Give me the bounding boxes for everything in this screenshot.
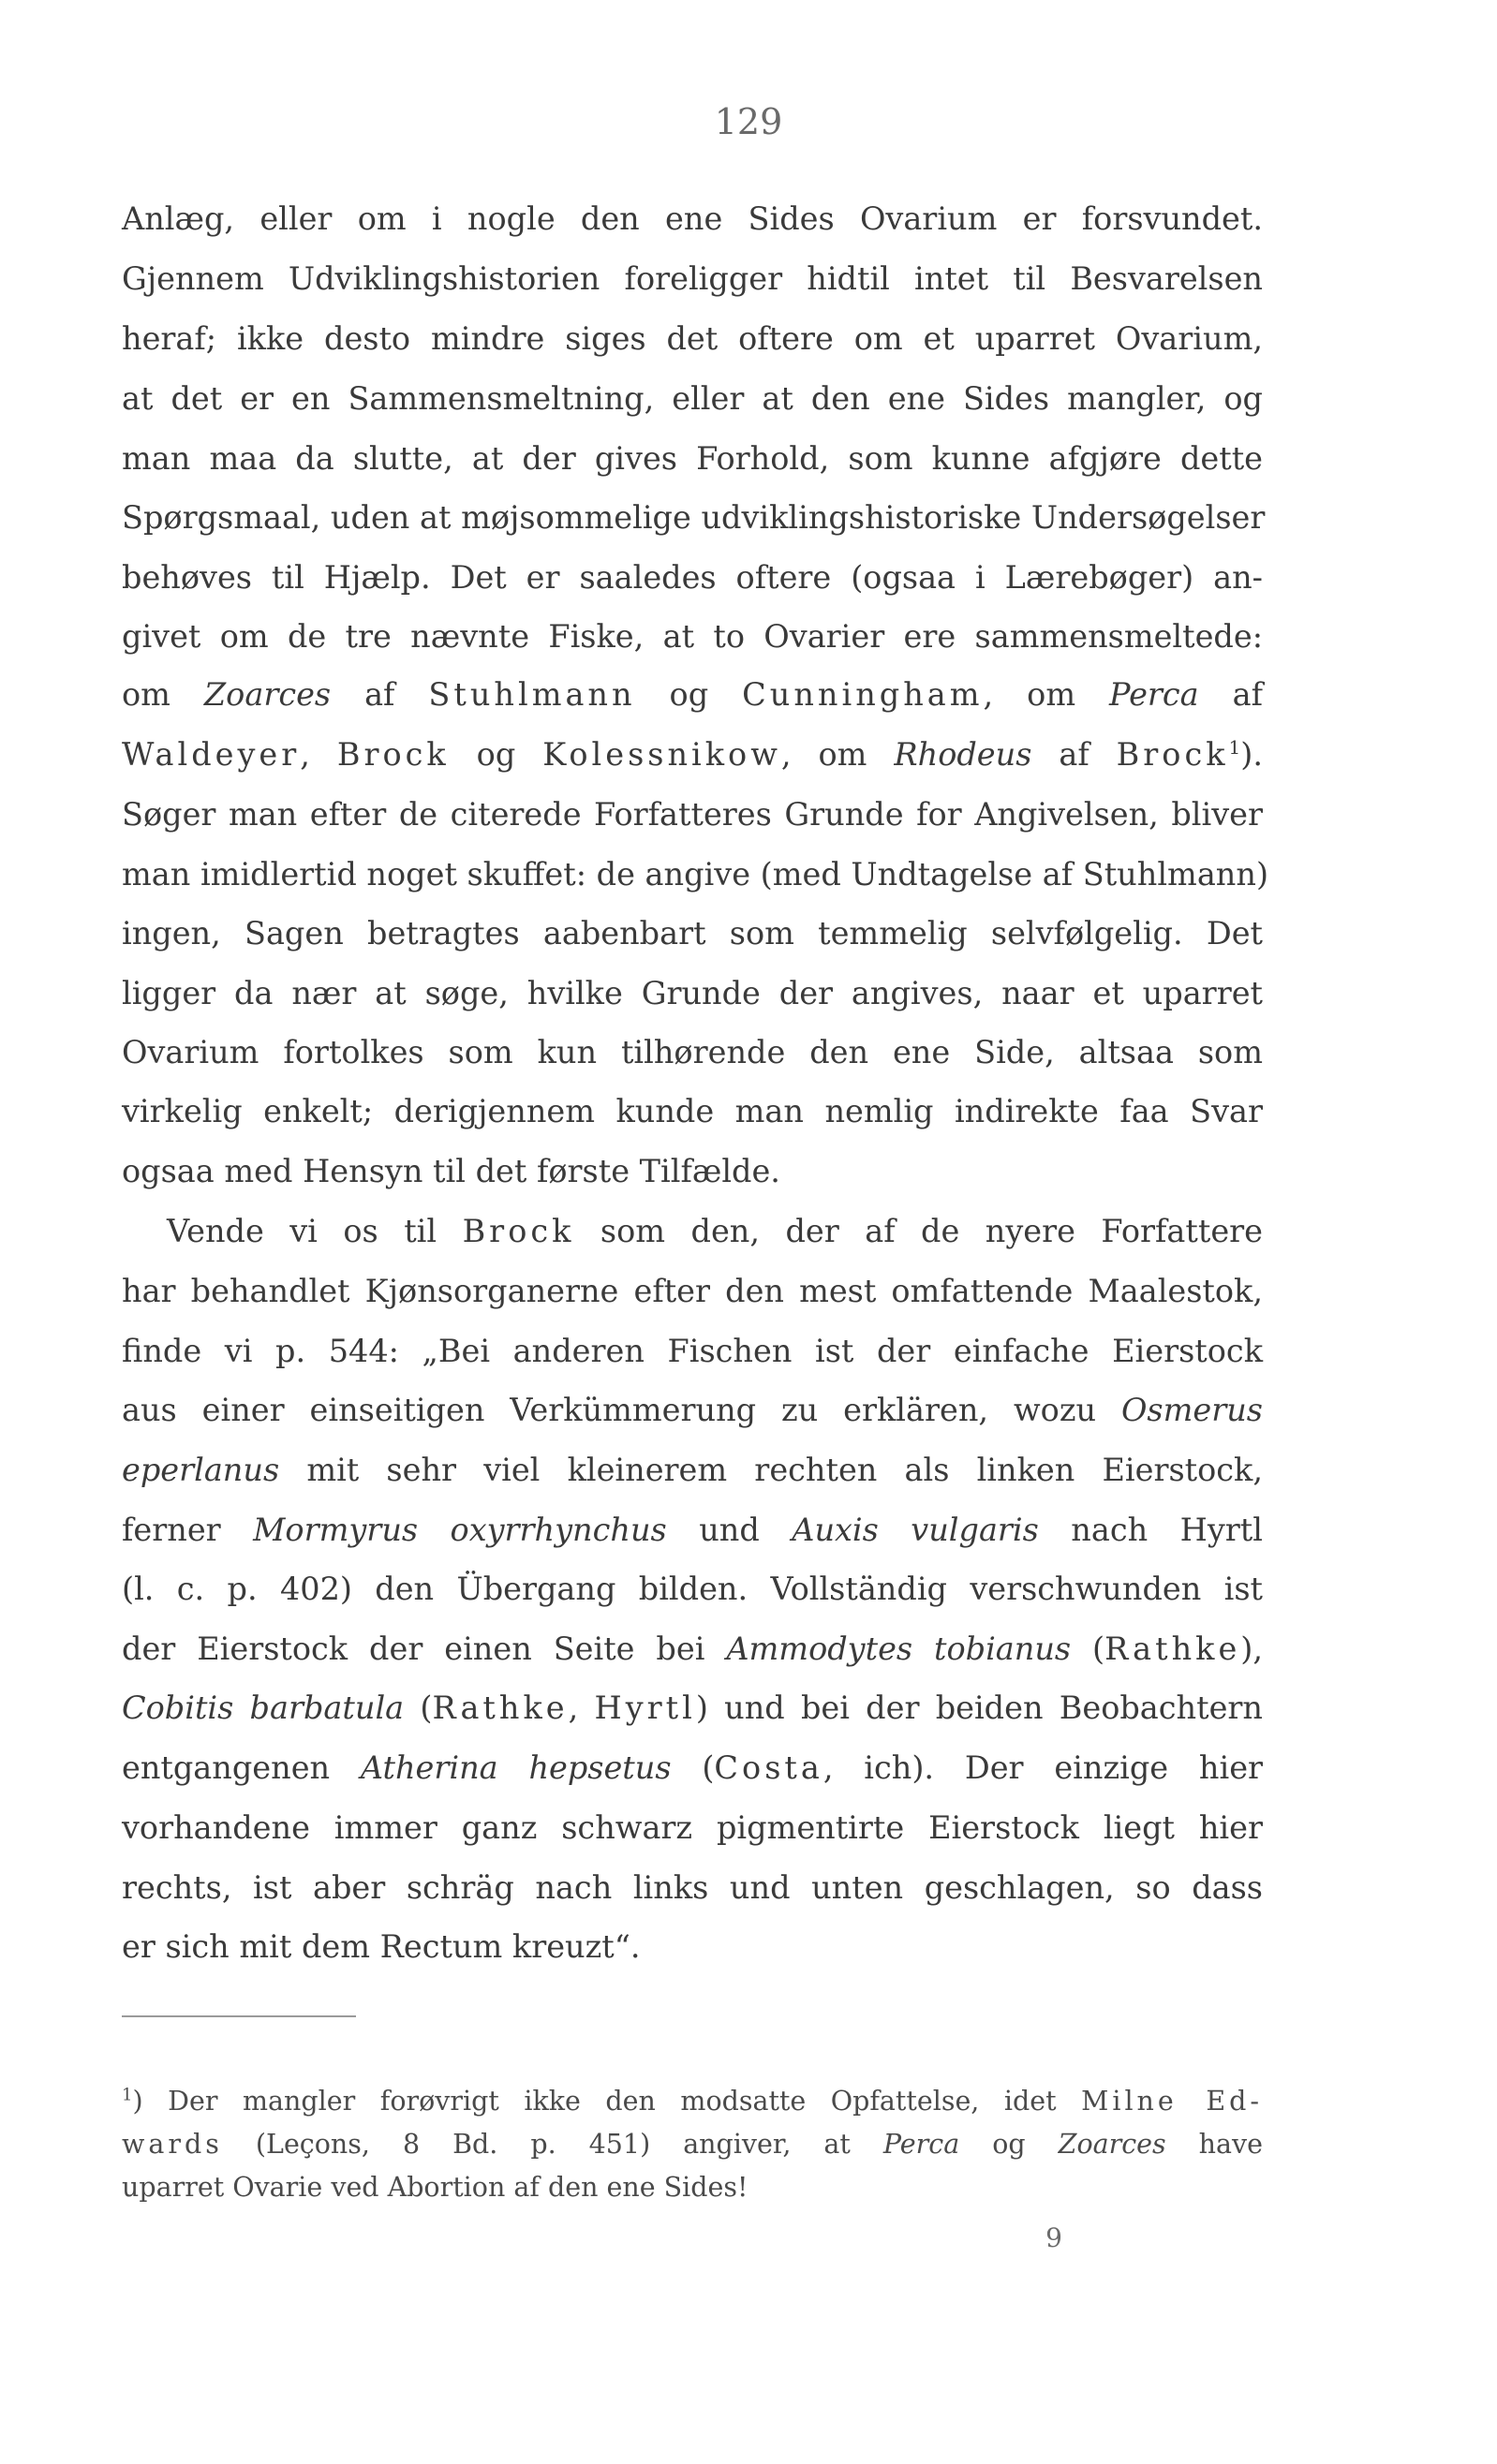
signature-mark: 9: [1045, 2222, 1062, 2253]
species-name: Cobitis barbatula: [122, 1689, 405, 1726]
text-line: ingen, Sagen betragtes aabenbart som temmelig selvfølgelig. Det: [122, 915, 1263, 952]
author-name: Rathke: [1104, 1630, 1241, 1667]
author-name: Brock: [1116, 736, 1229, 773]
text-line: finde vi p. 544: „Bei anderen Fischen ist der einfache Eierstock: [122, 1333, 1263, 1369]
text-line: er sich mit dem Rectum kreuzt“.: [122, 1928, 641, 1965]
text-line: givet om de tre nævnte Fiske, at to Ovarier ere sammensmeltede:: [122, 618, 1263, 655]
text-run: som den, der af de nyere Forfattere: [574, 1213, 1263, 1249]
text-line: behøves til Hjælp. Det er saaledes oftere (ogsaa i Lærebøger) an-: [122, 559, 1263, 596]
text-run: om: [122, 676, 204, 713]
text-line: har behandlet Kjønsorganerne efter den mest omfattende Maalestok,: [122, 1273, 1263, 1309]
text-line: Anlæg, eller om i nogle den ene Sides Ovarium er forsvundet.: [122, 200, 1263, 237]
text-line: [122, 1510, 1263, 1551]
text-line: [122, 1629, 1263, 1670]
text-run: ferner: [122, 1512, 254, 1548]
author-name: Hyrtl: [594, 1689, 696, 1726]
text-run: und: [666, 1512, 793, 1548]
text-run: (Leçons, 8 Bd. p. 451) angiver, at: [222, 2129, 883, 2160]
footnote-line: uparret Ovarie ved Abortion af den ene Sides!: [122, 2172, 748, 2203]
text-run: entgangenen: [122, 1749, 361, 1786]
footnote-divider: [122, 2015, 356, 2017]
author-name: Milne Ed-: [1081, 2086, 1263, 2117]
species-name: Perca: [882, 2129, 960, 2160]
footnote-line: [122, 2084, 1263, 2119]
text-line: Ovarium fortolkes som kun tilhørende den ene Side, altsaa som: [122, 1034, 1263, 1070]
footnote-line: [122, 2127, 1263, 2162]
species-name: eperlanus: [122, 1452, 280, 1488]
species-name: Osmerus: [1120, 1392, 1263, 1428]
author-name: Cunningham: [742, 676, 984, 713]
text-line: rechts, ist aber schräg nach links und unten geschlagen, so dass: [122, 1869, 1263, 1906]
text-run: have: [1165, 2129, 1263, 2160]
page-number: 129: [714, 101, 783, 142]
text-line: Gjennem Udviklingshistorien foreligger hidtil intet til Besvarelsen: [122, 260, 1263, 297]
text-run: af: [1031, 736, 1117, 773]
text-run: af: [1198, 676, 1263, 713]
text-run: , om: [983, 676, 1110, 713]
text-line: Spørgsmaal, uden at møjsommelige udviklingshistoriske Undersøgelser: [122, 499, 1266, 536]
text-line: Søger man efter de citerede Forfatteres Grunde for Angivelsen, bliver: [122, 796, 1263, 833]
text-line: ogsaa med Hensyn til det første Tilfælde.: [122, 1153, 780, 1189]
author-name: Rathke: [432, 1689, 569, 1726]
text-line: [122, 1688, 1263, 1729]
footnote-reference: 1: [1228, 735, 1241, 759]
text-line: virkelig enkelt; derigjennem kunde man nemlig indirekte faa Svar: [122, 1093, 1263, 1129]
footnote-marker: 1: [122, 2085, 133, 2105]
text-run: (: [1071, 1630, 1105, 1667]
species-name: Atherina hepsetus: [360, 1749, 672, 1786]
text-run: og: [449, 736, 543, 773]
author-name: Waldeyer: [122, 736, 301, 773]
species-name: Zoarces: [1058, 2129, 1166, 2160]
text-run: af: [331, 676, 429, 713]
species-name: Auxis vulgaris: [792, 1512, 1039, 1548]
text-run: ) Der mangler forøvrigt ikke den modsatte Opfattelse, idet: [132, 2086, 1082, 2117]
text-line: vorhandene immer ganz schwarz pigmentirte Eierstock liegt hier: [122, 1809, 1263, 1846]
text-run: mit sehr viel kleinerem rechten als linken Eierstock,: [279, 1452, 1263, 1488]
species-name: Perca: [1109, 676, 1199, 713]
text-run: og: [959, 2129, 1059, 2160]
text-run: , ich). Der einzige hier: [823, 1749, 1264, 1786]
author-name: Stuhlmann: [428, 676, 636, 713]
text-line: [122, 1748, 1263, 1789]
author-name: Brock: [336, 736, 450, 773]
text-run: der Eierstock der einen Seite bei: [122, 1630, 727, 1667]
text-run: (: [671, 1749, 715, 1786]
text-run: Vende vi os til: [167, 1213, 463, 1249]
text-line: [122, 1450, 1263, 1491]
author-name: Brock: [462, 1213, 575, 1249]
text-line: [122, 734, 1263, 775]
text-run: ),: [1240, 1630, 1263, 1667]
text-run: , om: [780, 736, 895, 773]
text-run: ) und bei der beiden Beobachtern: [695, 1689, 1263, 1726]
text-line: man imidlertid noget skuffet: de angive (med Undtagelse af Stuhlmann): [122, 856, 1269, 893]
author-name: wards: [122, 2129, 223, 2160]
text-line: [167, 1211, 1263, 1252]
author-name: Kolessnikow: [542, 736, 781, 773]
text-line: (l. c. p. 402) den Übergang bilden. Vollständig verschwunden ist: [122, 1571, 1263, 1607]
author-name: Costa: [714, 1749, 823, 1786]
species-name: Rhodeus: [894, 736, 1032, 773]
text-run: (: [404, 1689, 433, 1726]
text-run: og: [635, 676, 743, 713]
text-run: ,: [300, 736, 337, 773]
text-run: ,: [568, 1689, 595, 1726]
text-line: at det er en Sammensmeltning, eller at den ene Sides mangler, og: [122, 380, 1263, 417]
text-line: heraf; ikke desto mindre siges det oftere om et uparret Ovarium,: [122, 320, 1263, 357]
text-run: nach Hyrtl: [1038, 1512, 1263, 1548]
text-line: ligger da nær at søge, hvilke Grunde der angives, naar et uparret: [122, 975, 1263, 1011]
text-line: [122, 1390, 1263, 1431]
species-name: Ammodytes tobianus: [726, 1630, 1072, 1667]
text-run: aus einer einseitigen Verkümmerung zu erklären, wozu: [122, 1392, 1121, 1428]
species-name: Mormyrus oxyrrhynchus: [253, 1512, 667, 1548]
text-run: ).: [1240, 736, 1263, 773]
text-line: [122, 674, 1263, 716]
text-line: man maa da slutte, at der gives Forhold, som kunne afgjøre dette: [122, 440, 1263, 477]
species-name: Zoarces: [203, 676, 332, 713]
